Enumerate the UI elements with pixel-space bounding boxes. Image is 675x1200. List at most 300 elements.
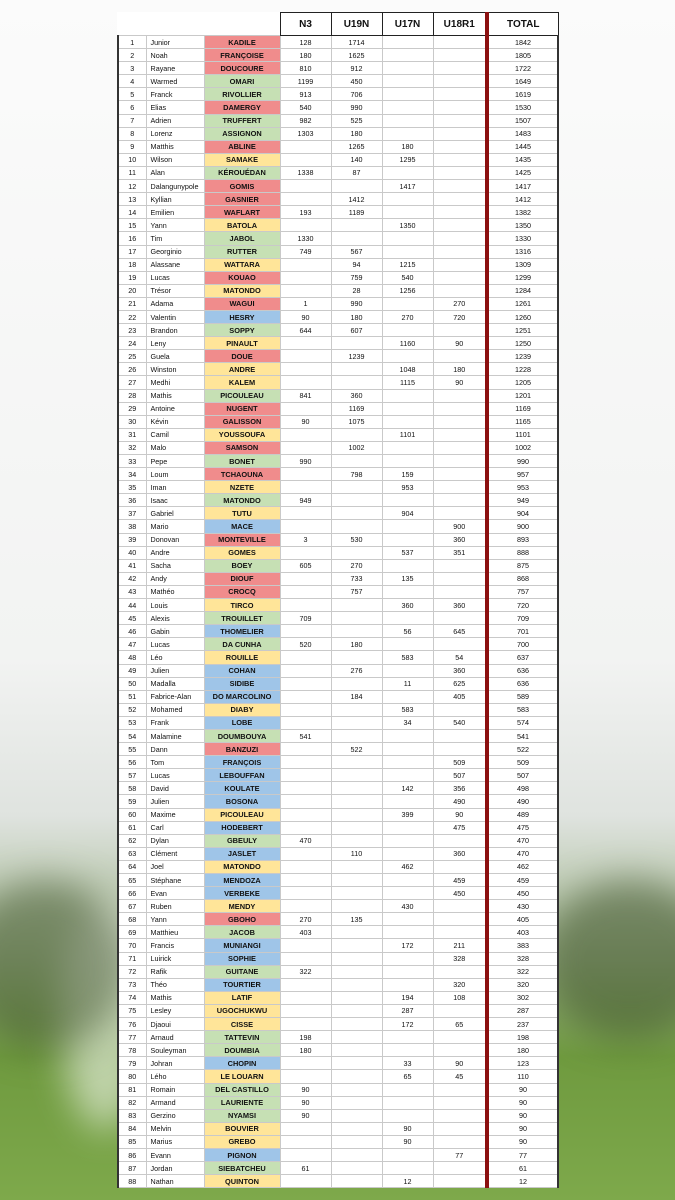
n3-cell: 605 bbox=[280, 559, 331, 572]
rank-cell: 55 bbox=[118, 743, 146, 756]
total-cell: 522 bbox=[487, 743, 558, 756]
table-row bbox=[118, 62, 558, 75]
first-name-cell: Medhi bbox=[146, 376, 204, 389]
last-name-cell: GUITANE bbox=[204, 965, 280, 978]
rank-cell: 40 bbox=[118, 546, 146, 559]
last-name-cell: MACE bbox=[204, 520, 280, 533]
rank-cell: 50 bbox=[118, 677, 146, 690]
u18r1-cell bbox=[433, 926, 487, 939]
u18r1-cell bbox=[433, 900, 487, 913]
rank-cell: 10 bbox=[118, 153, 146, 166]
first-name-cell: Kyllian bbox=[146, 193, 204, 206]
u19n-cell bbox=[331, 1122, 382, 1135]
rank-cell: 82 bbox=[118, 1096, 146, 1109]
rank-cell: 36 bbox=[118, 494, 146, 507]
table-row bbox=[118, 599, 558, 612]
n3-cell bbox=[280, 782, 331, 795]
n3-cell bbox=[280, 193, 331, 206]
u19n-cell: 525 bbox=[331, 114, 382, 127]
first-name-cell: Dalangunypole bbox=[146, 180, 204, 193]
table-row bbox=[118, 36, 558, 49]
u17n-cell bbox=[382, 913, 433, 926]
first-name-cell: Mathis bbox=[146, 991, 204, 1004]
last-name-cell: TOURTIER bbox=[204, 978, 280, 991]
total-cell: 450 bbox=[487, 887, 558, 900]
first-name-cell: Wilson bbox=[146, 153, 204, 166]
last-name-cell: TCHAOUNA bbox=[204, 468, 280, 481]
u19n-cell bbox=[331, 507, 382, 520]
total-cell: 1530 bbox=[487, 101, 558, 114]
first-name-cell: Leny bbox=[146, 337, 204, 350]
u19n-cell: 522 bbox=[331, 743, 382, 756]
u19n-cell: 1714 bbox=[331, 36, 382, 49]
n3-cell: 540 bbox=[280, 101, 331, 114]
total-cell: 893 bbox=[487, 533, 558, 546]
table-row bbox=[118, 140, 558, 153]
u17n-cell: 33 bbox=[382, 1057, 433, 1070]
n3-cell: 913 bbox=[280, 88, 331, 101]
last-name-cell: MATONDO bbox=[204, 494, 280, 507]
first-name-cell: Alassane bbox=[146, 258, 204, 271]
first-name-cell: Djaoui bbox=[146, 1018, 204, 1031]
u19n-cell bbox=[331, 795, 382, 808]
n3-cell bbox=[280, 153, 331, 166]
total-cell: 1842 bbox=[487, 36, 558, 49]
u19n-cell bbox=[331, 337, 382, 350]
first-name-cell: Gerzino bbox=[146, 1109, 204, 1122]
last-name-cell: ABLINE bbox=[204, 140, 280, 153]
u19n-cell bbox=[331, 1175, 382, 1188]
table-row bbox=[118, 690, 558, 703]
first-name-cell: Matthis bbox=[146, 140, 204, 153]
u18r1-cell: 90 bbox=[433, 1057, 487, 1070]
total-cell: 589 bbox=[487, 690, 558, 703]
u19n-cell: 607 bbox=[331, 324, 382, 337]
table-row bbox=[118, 49, 558, 62]
rank-cell: 4 bbox=[118, 75, 146, 88]
first-name-cell: Rayane bbox=[146, 62, 204, 75]
rank-cell: 14 bbox=[118, 206, 146, 219]
u19n-cell: 759 bbox=[331, 271, 382, 284]
first-name-cell: Malo bbox=[146, 441, 204, 454]
table-row bbox=[118, 559, 558, 572]
rank-cell: 66 bbox=[118, 887, 146, 900]
u18r1-cell bbox=[433, 703, 487, 716]
rank-cell: 86 bbox=[118, 1148, 146, 1161]
rank-cell: 41 bbox=[118, 559, 146, 572]
n3-cell: 541 bbox=[280, 729, 331, 742]
last-name-cell: WATTARA bbox=[204, 258, 280, 271]
u17n-cell bbox=[382, 533, 433, 546]
rank-cell: 30 bbox=[118, 415, 146, 428]
table-row bbox=[118, 297, 558, 310]
u18r1-cell: 540 bbox=[433, 716, 487, 729]
rank-cell: 83 bbox=[118, 1109, 146, 1122]
u17n-cell: 399 bbox=[382, 808, 433, 821]
ranking-table bbox=[117, 12, 559, 1188]
u18r1-cell bbox=[433, 468, 487, 481]
rank-cell: 6 bbox=[118, 101, 146, 114]
u18r1-cell bbox=[433, 219, 487, 232]
n3-cell bbox=[280, 756, 331, 769]
total-cell: 1417 bbox=[487, 180, 558, 193]
rank-cell: 52 bbox=[118, 703, 146, 716]
n3-cell bbox=[280, 808, 331, 821]
n3-cell bbox=[280, 860, 331, 873]
last-name-cell: NZETE bbox=[204, 481, 280, 494]
total-cell: 1201 bbox=[487, 389, 558, 402]
first-name-cell: Mathéo bbox=[146, 585, 204, 598]
last-name-cell: OMARI bbox=[204, 75, 280, 88]
first-name-cell: Arnaud bbox=[146, 1031, 204, 1044]
u19n-cell: 1189 bbox=[331, 206, 382, 219]
u18r1-cell bbox=[433, 206, 487, 219]
total-cell: 383 bbox=[487, 939, 558, 952]
table-row bbox=[118, 507, 558, 520]
n3-cell: 1303 bbox=[280, 127, 331, 140]
u17n-cell: 430 bbox=[382, 900, 433, 913]
total-cell: 574 bbox=[487, 716, 558, 729]
header-blank bbox=[146, 13, 204, 36]
n3-cell bbox=[280, 402, 331, 415]
n3-cell bbox=[280, 1148, 331, 1161]
total-cell: 1425 bbox=[487, 166, 558, 179]
last-name-cell: QUINTON bbox=[204, 1175, 280, 1188]
table-row bbox=[118, 232, 558, 245]
rank-cell: 78 bbox=[118, 1044, 146, 1057]
last-name-cell: HESRY bbox=[204, 310, 280, 323]
u19n-cell bbox=[331, 926, 382, 939]
last-name-cell: MUNIANGI bbox=[204, 939, 280, 952]
rank-cell: 5 bbox=[118, 88, 146, 101]
total-cell: 1649 bbox=[487, 75, 558, 88]
first-name-cell: Stéphane bbox=[146, 874, 204, 887]
u19n-cell bbox=[331, 625, 382, 638]
u19n-cell bbox=[331, 1018, 382, 1031]
total-cell: 1250 bbox=[487, 337, 558, 350]
table-row bbox=[118, 978, 558, 991]
last-name-cell: GBOHO bbox=[204, 913, 280, 926]
rank-cell: 72 bbox=[118, 965, 146, 978]
total-cell: 875 bbox=[487, 559, 558, 572]
total-cell: 949 bbox=[487, 494, 558, 507]
first-name-cell: Madalla bbox=[146, 677, 204, 690]
table-row bbox=[118, 1004, 558, 1017]
last-name-cell: SIDIBE bbox=[204, 677, 280, 690]
first-name-cell: Gabin bbox=[146, 625, 204, 638]
u19n-cell: 1169 bbox=[331, 402, 382, 415]
table-row bbox=[118, 1057, 558, 1070]
u18r1-cell: 450 bbox=[433, 887, 487, 900]
u18r1-cell bbox=[433, 1044, 487, 1057]
first-name-cell: Théo bbox=[146, 978, 204, 991]
last-name-cell: WAFLART bbox=[204, 206, 280, 219]
u19n-cell: 184 bbox=[331, 690, 382, 703]
table-row bbox=[118, 324, 558, 337]
last-name-cell: GOMIS bbox=[204, 180, 280, 193]
u19n-cell: 110 bbox=[331, 847, 382, 860]
last-name-cell: PIGNON bbox=[204, 1148, 280, 1161]
u18r1-cell bbox=[433, 1004, 487, 1017]
u17n-cell bbox=[382, 297, 433, 310]
u19n-cell: 270 bbox=[331, 559, 382, 572]
u18r1-cell bbox=[433, 101, 487, 114]
header-u17n: U17N bbox=[382, 13, 433, 36]
total-cell: 90 bbox=[487, 1096, 558, 1109]
last-name-cell: BOEY bbox=[204, 559, 280, 572]
n3-cell: 990 bbox=[280, 455, 331, 468]
n3-cell: 1 bbox=[280, 297, 331, 310]
u19n-cell bbox=[331, 991, 382, 1004]
last-name-cell: BONET bbox=[204, 455, 280, 468]
total-cell: 757 bbox=[487, 585, 558, 598]
total-cell: 470 bbox=[487, 847, 558, 860]
n3-cell bbox=[280, 625, 331, 638]
rank-cell: 21 bbox=[118, 297, 146, 310]
n3-cell: 1338 bbox=[280, 166, 331, 179]
last-name-cell: GBEULY bbox=[204, 834, 280, 847]
u17n-cell bbox=[382, 690, 433, 703]
total-cell: 470 bbox=[487, 834, 558, 847]
rank-cell: 62 bbox=[118, 834, 146, 847]
total-cell: 1412 bbox=[487, 193, 558, 206]
last-name-cell: BOUVIER bbox=[204, 1122, 280, 1135]
header-blank bbox=[118, 13, 146, 36]
u19n-cell bbox=[331, 428, 382, 441]
u18r1-cell bbox=[433, 284, 487, 297]
n3-cell: 61 bbox=[280, 1162, 331, 1175]
n3-cell bbox=[280, 991, 331, 1004]
n3-cell bbox=[280, 743, 331, 756]
rank-cell: 9 bbox=[118, 140, 146, 153]
n3-cell bbox=[280, 258, 331, 271]
u18r1-cell bbox=[433, 166, 487, 179]
table-row bbox=[118, 756, 558, 769]
total-cell: 1330 bbox=[487, 232, 558, 245]
u18r1-cell: 720 bbox=[433, 310, 487, 323]
last-name-cell: LOBE bbox=[204, 716, 280, 729]
table-row bbox=[118, 677, 558, 690]
rank-cell: 42 bbox=[118, 572, 146, 585]
rank-cell: 20 bbox=[118, 284, 146, 297]
total-cell: 498 bbox=[487, 782, 558, 795]
n3-cell: 982 bbox=[280, 114, 331, 127]
rank-cell: 77 bbox=[118, 1031, 146, 1044]
first-name-cell: Valentin bbox=[146, 310, 204, 323]
total-cell: 1169 bbox=[487, 402, 558, 415]
n3-cell bbox=[280, 350, 331, 363]
rank-cell: 37 bbox=[118, 507, 146, 520]
n3-cell bbox=[280, 703, 331, 716]
total-cell: 237 bbox=[487, 1018, 558, 1031]
last-name-cell: THOMELIER bbox=[204, 625, 280, 638]
total-cell: 462 bbox=[487, 860, 558, 873]
table-row bbox=[118, 402, 558, 415]
total-cell: 1165 bbox=[487, 415, 558, 428]
n3-cell bbox=[280, 180, 331, 193]
rank-cell: 65 bbox=[118, 874, 146, 887]
rank-cell: 29 bbox=[118, 402, 146, 415]
u18r1-cell bbox=[433, 114, 487, 127]
u17n-cell bbox=[382, 193, 433, 206]
u18r1-cell bbox=[433, 153, 487, 166]
table-row bbox=[118, 350, 558, 363]
u19n-cell bbox=[331, 1070, 382, 1083]
first-name-cell: Louis bbox=[146, 599, 204, 612]
table-row bbox=[118, 376, 558, 389]
table-row bbox=[118, 428, 558, 441]
n3-cell bbox=[280, 376, 331, 389]
table-row bbox=[118, 180, 558, 193]
last-name-cell: COHAN bbox=[204, 664, 280, 677]
total-cell: 490 bbox=[487, 795, 558, 808]
rank-cell: 31 bbox=[118, 428, 146, 441]
n3-cell bbox=[280, 363, 331, 376]
rank-cell: 87 bbox=[118, 1162, 146, 1175]
n3-cell bbox=[280, 468, 331, 481]
u17n-cell: 953 bbox=[382, 481, 433, 494]
last-name-cell: PINAULT bbox=[204, 337, 280, 350]
rank-cell: 28 bbox=[118, 389, 146, 402]
table-row bbox=[118, 887, 558, 900]
u19n-cell: 1625 bbox=[331, 49, 382, 62]
last-name-cell: ANDRE bbox=[204, 363, 280, 376]
u19n-cell: 1002 bbox=[331, 441, 382, 454]
u18r1-cell bbox=[433, 180, 487, 193]
u17n-cell: 1215 bbox=[382, 258, 433, 271]
last-name-cell: DA CUNHA bbox=[204, 638, 280, 651]
total-cell: 1483 bbox=[487, 127, 558, 140]
u18r1-cell bbox=[433, 913, 487, 926]
table-row bbox=[118, 271, 558, 284]
rank-cell: 75 bbox=[118, 1004, 146, 1017]
u19n-cell bbox=[331, 965, 382, 978]
total-cell: 868 bbox=[487, 572, 558, 585]
u17n-cell bbox=[382, 834, 433, 847]
rank-cell: 11 bbox=[118, 166, 146, 179]
u18r1-cell bbox=[433, 441, 487, 454]
u17n-cell: 1160 bbox=[382, 337, 433, 350]
rank-cell: 26 bbox=[118, 363, 146, 376]
n3-cell: 403 bbox=[280, 926, 331, 939]
rank-cell: 70 bbox=[118, 939, 146, 952]
rank-cell: 25 bbox=[118, 350, 146, 363]
table-row bbox=[118, 206, 558, 219]
total-cell: 90 bbox=[487, 1109, 558, 1122]
table-row bbox=[118, 533, 558, 546]
u19n-cell bbox=[331, 939, 382, 952]
u19n-cell: 140 bbox=[331, 153, 382, 166]
u18r1-cell bbox=[433, 585, 487, 598]
rank-cell: 35 bbox=[118, 481, 146, 494]
n3-cell bbox=[280, 847, 331, 860]
u19n-cell: 1075 bbox=[331, 415, 382, 428]
first-name-cell: Trésor bbox=[146, 284, 204, 297]
u18r1-cell: 108 bbox=[433, 991, 487, 1004]
header-total: TOTAL bbox=[487, 13, 558, 36]
rank-cell: 68 bbox=[118, 913, 146, 926]
total-cell: 61 bbox=[487, 1162, 558, 1175]
u17n-cell bbox=[382, 114, 433, 127]
rank-cell: 73 bbox=[118, 978, 146, 991]
u18r1-cell bbox=[433, 1122, 487, 1135]
last-name-cell: KOUAO bbox=[204, 271, 280, 284]
u18r1-cell bbox=[433, 1135, 487, 1148]
u19n-cell bbox=[331, 1004, 382, 1017]
table-row bbox=[118, 1175, 558, 1188]
u17n-cell: 12 bbox=[382, 1175, 433, 1188]
n3-cell: 1199 bbox=[280, 75, 331, 88]
u18r1-cell: 90 bbox=[433, 376, 487, 389]
u17n-cell bbox=[382, 952, 433, 965]
u17n-cell bbox=[382, 36, 433, 49]
first-name-cell: Lého bbox=[146, 1070, 204, 1083]
table-row bbox=[118, 769, 558, 782]
u18r1-cell bbox=[433, 402, 487, 415]
table-row bbox=[118, 743, 558, 756]
table-row bbox=[118, 808, 558, 821]
table-row bbox=[118, 1044, 558, 1057]
n3-cell bbox=[280, 481, 331, 494]
rank-cell: 58 bbox=[118, 782, 146, 795]
u19n-cell bbox=[331, 703, 382, 716]
total-cell: 77 bbox=[487, 1148, 558, 1161]
u18r1-cell: 625 bbox=[433, 677, 487, 690]
u17n-cell bbox=[382, 756, 433, 769]
rank-cell: 38 bbox=[118, 520, 146, 533]
n3-cell bbox=[280, 1122, 331, 1135]
rank-cell: 43 bbox=[118, 585, 146, 598]
table-row bbox=[118, 1148, 558, 1161]
last-name-cell: TUTU bbox=[204, 507, 280, 520]
total-cell: 110 bbox=[487, 1070, 558, 1083]
u17n-cell bbox=[382, 795, 433, 808]
total-cell: 700 bbox=[487, 638, 558, 651]
u19n-cell bbox=[331, 363, 382, 376]
rank-cell: 32 bbox=[118, 441, 146, 454]
rank-cell: 64 bbox=[118, 860, 146, 873]
u19n-cell bbox=[331, 952, 382, 965]
u17n-cell bbox=[382, 402, 433, 415]
u18r1-cell: 507 bbox=[433, 769, 487, 782]
table-row bbox=[118, 1122, 558, 1135]
u17n-cell bbox=[382, 729, 433, 742]
total-cell: 888 bbox=[487, 546, 558, 559]
last-name-cell: PICOULEAU bbox=[204, 389, 280, 402]
total-cell: 198 bbox=[487, 1031, 558, 1044]
table-row bbox=[118, 900, 558, 913]
rank-cell: 23 bbox=[118, 324, 146, 337]
u18r1-cell bbox=[433, 1175, 487, 1188]
u17n-cell: 904 bbox=[382, 507, 433, 520]
table-row bbox=[118, 847, 558, 860]
rank-cell: 8 bbox=[118, 127, 146, 140]
u18r1-cell bbox=[433, 49, 487, 62]
total-cell: 320 bbox=[487, 978, 558, 991]
n3-cell: 90 bbox=[280, 1109, 331, 1122]
u17n-cell bbox=[382, 1109, 433, 1122]
u17n-cell bbox=[382, 75, 433, 88]
total-cell: 1284 bbox=[487, 284, 558, 297]
last-name-cell: DAMERGY bbox=[204, 101, 280, 114]
u19n-cell bbox=[331, 978, 382, 991]
last-name-cell: TIRCO bbox=[204, 599, 280, 612]
first-name-cell: Armand bbox=[146, 1096, 204, 1109]
last-name-cell: LAURIENTE bbox=[204, 1096, 280, 1109]
n3-cell: 90 bbox=[280, 1096, 331, 1109]
rank-cell: 51 bbox=[118, 690, 146, 703]
u18r1-cell: 328 bbox=[433, 952, 487, 965]
